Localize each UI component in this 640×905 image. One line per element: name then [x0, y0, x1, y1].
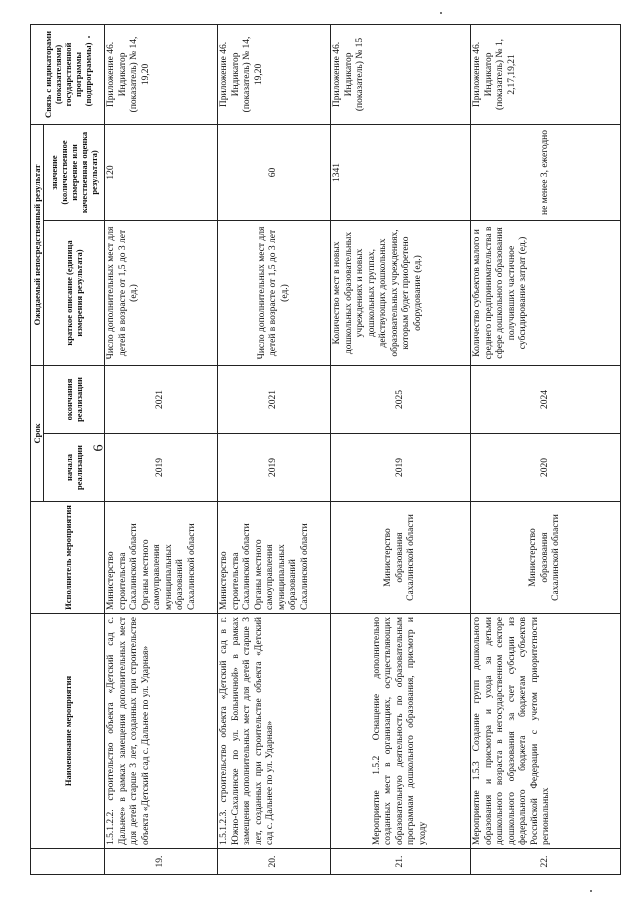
row-value: 60 — [218, 124, 331, 220]
row-num: 21. — [331, 849, 471, 875]
row-link: Приложение 46. Индикатор (показатель) № 14, 19,20 — [218, 24, 331, 124]
table-row — [471, 24, 621, 874]
row-value: 120 — [105, 124, 218, 220]
scan-speck — [440, 12, 442, 14]
table-row — [218, 24, 331, 874]
row-end: 2021 — [218, 365, 331, 433]
row-executor: Министерство образования Сахалинской области — [471, 502, 621, 614]
header-value: значение (количественное измерение или качественная оценка результата) — [44, 124, 105, 220]
table-row — [105, 24, 218, 874]
row-end: 2024 — [471, 365, 621, 433]
header-row-1 — [31, 24, 44, 874]
row-short-desc: Число дополнительных мест для детей в возрасте от 1,5 до 3 лет (ед.) — [105, 220, 218, 365]
row-value: не менее 3, ежегодно — [471, 124, 621, 220]
measures-table — [30, 24, 621, 875]
row-end: 2025 — [331, 365, 471, 433]
table-row — [331, 24, 471, 874]
row-executor: Министерство строительства Сахалинской области Органы местного самоуправления муниципальных образований Сахалинской области — [218, 502, 331, 614]
scan-speck — [590, 890, 592, 892]
row-short-desc: Количество мест в новых дошкольных образовательных учреждениях и новых дошкольных группах, действующих дошкольных образовательных учреждениях, которым будет приобретено оборудование (ед.) — [331, 220, 471, 365]
scan-speck — [88, 36, 90, 38]
header-num — [31, 849, 105, 875]
row-short-desc: Число дополнительных мест для детей в возрасте от 1,5 до 3 лет (ед.) — [218, 220, 331, 365]
row-value: 1341 — [331, 124, 471, 220]
header-executor: Исполнитель мероприятия — [31, 502, 105, 614]
header-short-desc: краткое описание (единица измерения результата) — [44, 220, 105, 365]
row-name: 1.5.1.2.3. строительство объекта «Детский сад в г. Южно-Сахалинске по ул. Больничной» в рамках замещения дополнительных мест для детей старше 3 лет, созданных при строительстве объекта «Детский сад с. Дальнее по ул. Ударная» — [218, 614, 331, 849]
header-result: Ожидаемый непосредственный результат — [31, 124, 44, 365]
row-executor: Министерство строительства Сахалинской области Органы местного самоуправления муниципальных образований Сахалинской области — [105, 502, 218, 614]
row-link: Приложение 46. Индикатор (показатель) № 14, 19,20 — [105, 24, 218, 124]
row-start: 2019 — [331, 434, 471, 502]
row-end: 2021 — [105, 365, 218, 433]
row-num: 22. — [471, 849, 621, 875]
row-executor: Министерство образования Сахалинской области — [331, 502, 471, 614]
row-name: Мероприятие 1.5.2 Оснащение дополнительно созданных мест в организациях, осуществляющих образовательную деятельность по образовательным программам дошкольного образования, присмотр и уходу — [331, 614, 471, 849]
row-start: 2019 — [105, 434, 218, 502]
row-start: 2020 — [471, 434, 621, 502]
header-term: Срок — [31, 365, 44, 501]
row-link: Приложение 46. Индикатор (показатель) № 15 — [331, 24, 471, 124]
header-link: Связь с индикаторами (показателями) государственной программы (подпрограммы) — [31, 24, 105, 124]
header-name: Наименование мероприятия — [31, 614, 105, 849]
row-name: 1.5.1.2.2. строительство объекта «Детский сад с. Дальнее» в рамках замещения дополнительных мест для детей старше 3 лет, созданных при строительстве объекта «Детский сад с. Дальнее по ул. Ударная» — [105, 614, 218, 849]
row-short-desc: Количество субъектов малого и среднего предпринимательства в сфере дошкольного образования получивших частичное субсидирование затрат (ед.) — [471, 220, 621, 365]
row-num: 20. — [218, 849, 331, 875]
row-link: Приложение 46. Индикатор (показатель) № 1, 2,17,19,21 — [471, 24, 621, 124]
row-start: 2019 — [218, 434, 331, 502]
header-end: окончания реализации — [44, 365, 105, 433]
row-num: 19. — [105, 849, 218, 875]
header-start: начала реализации — [44, 434, 105, 502]
row-name: Мероприятие 1.5.3 Создание групп дошкольного образования и присмотра и ухода за детьми дошкольного возраста в негосударственном секторе дошкольного образования за счет субсидии из федерального бюджета бюджетам субъектов Российской Федерации с учетом приоритетности региональных — [471, 614, 621, 849]
page-number: 6 — [91, 444, 107, 452]
